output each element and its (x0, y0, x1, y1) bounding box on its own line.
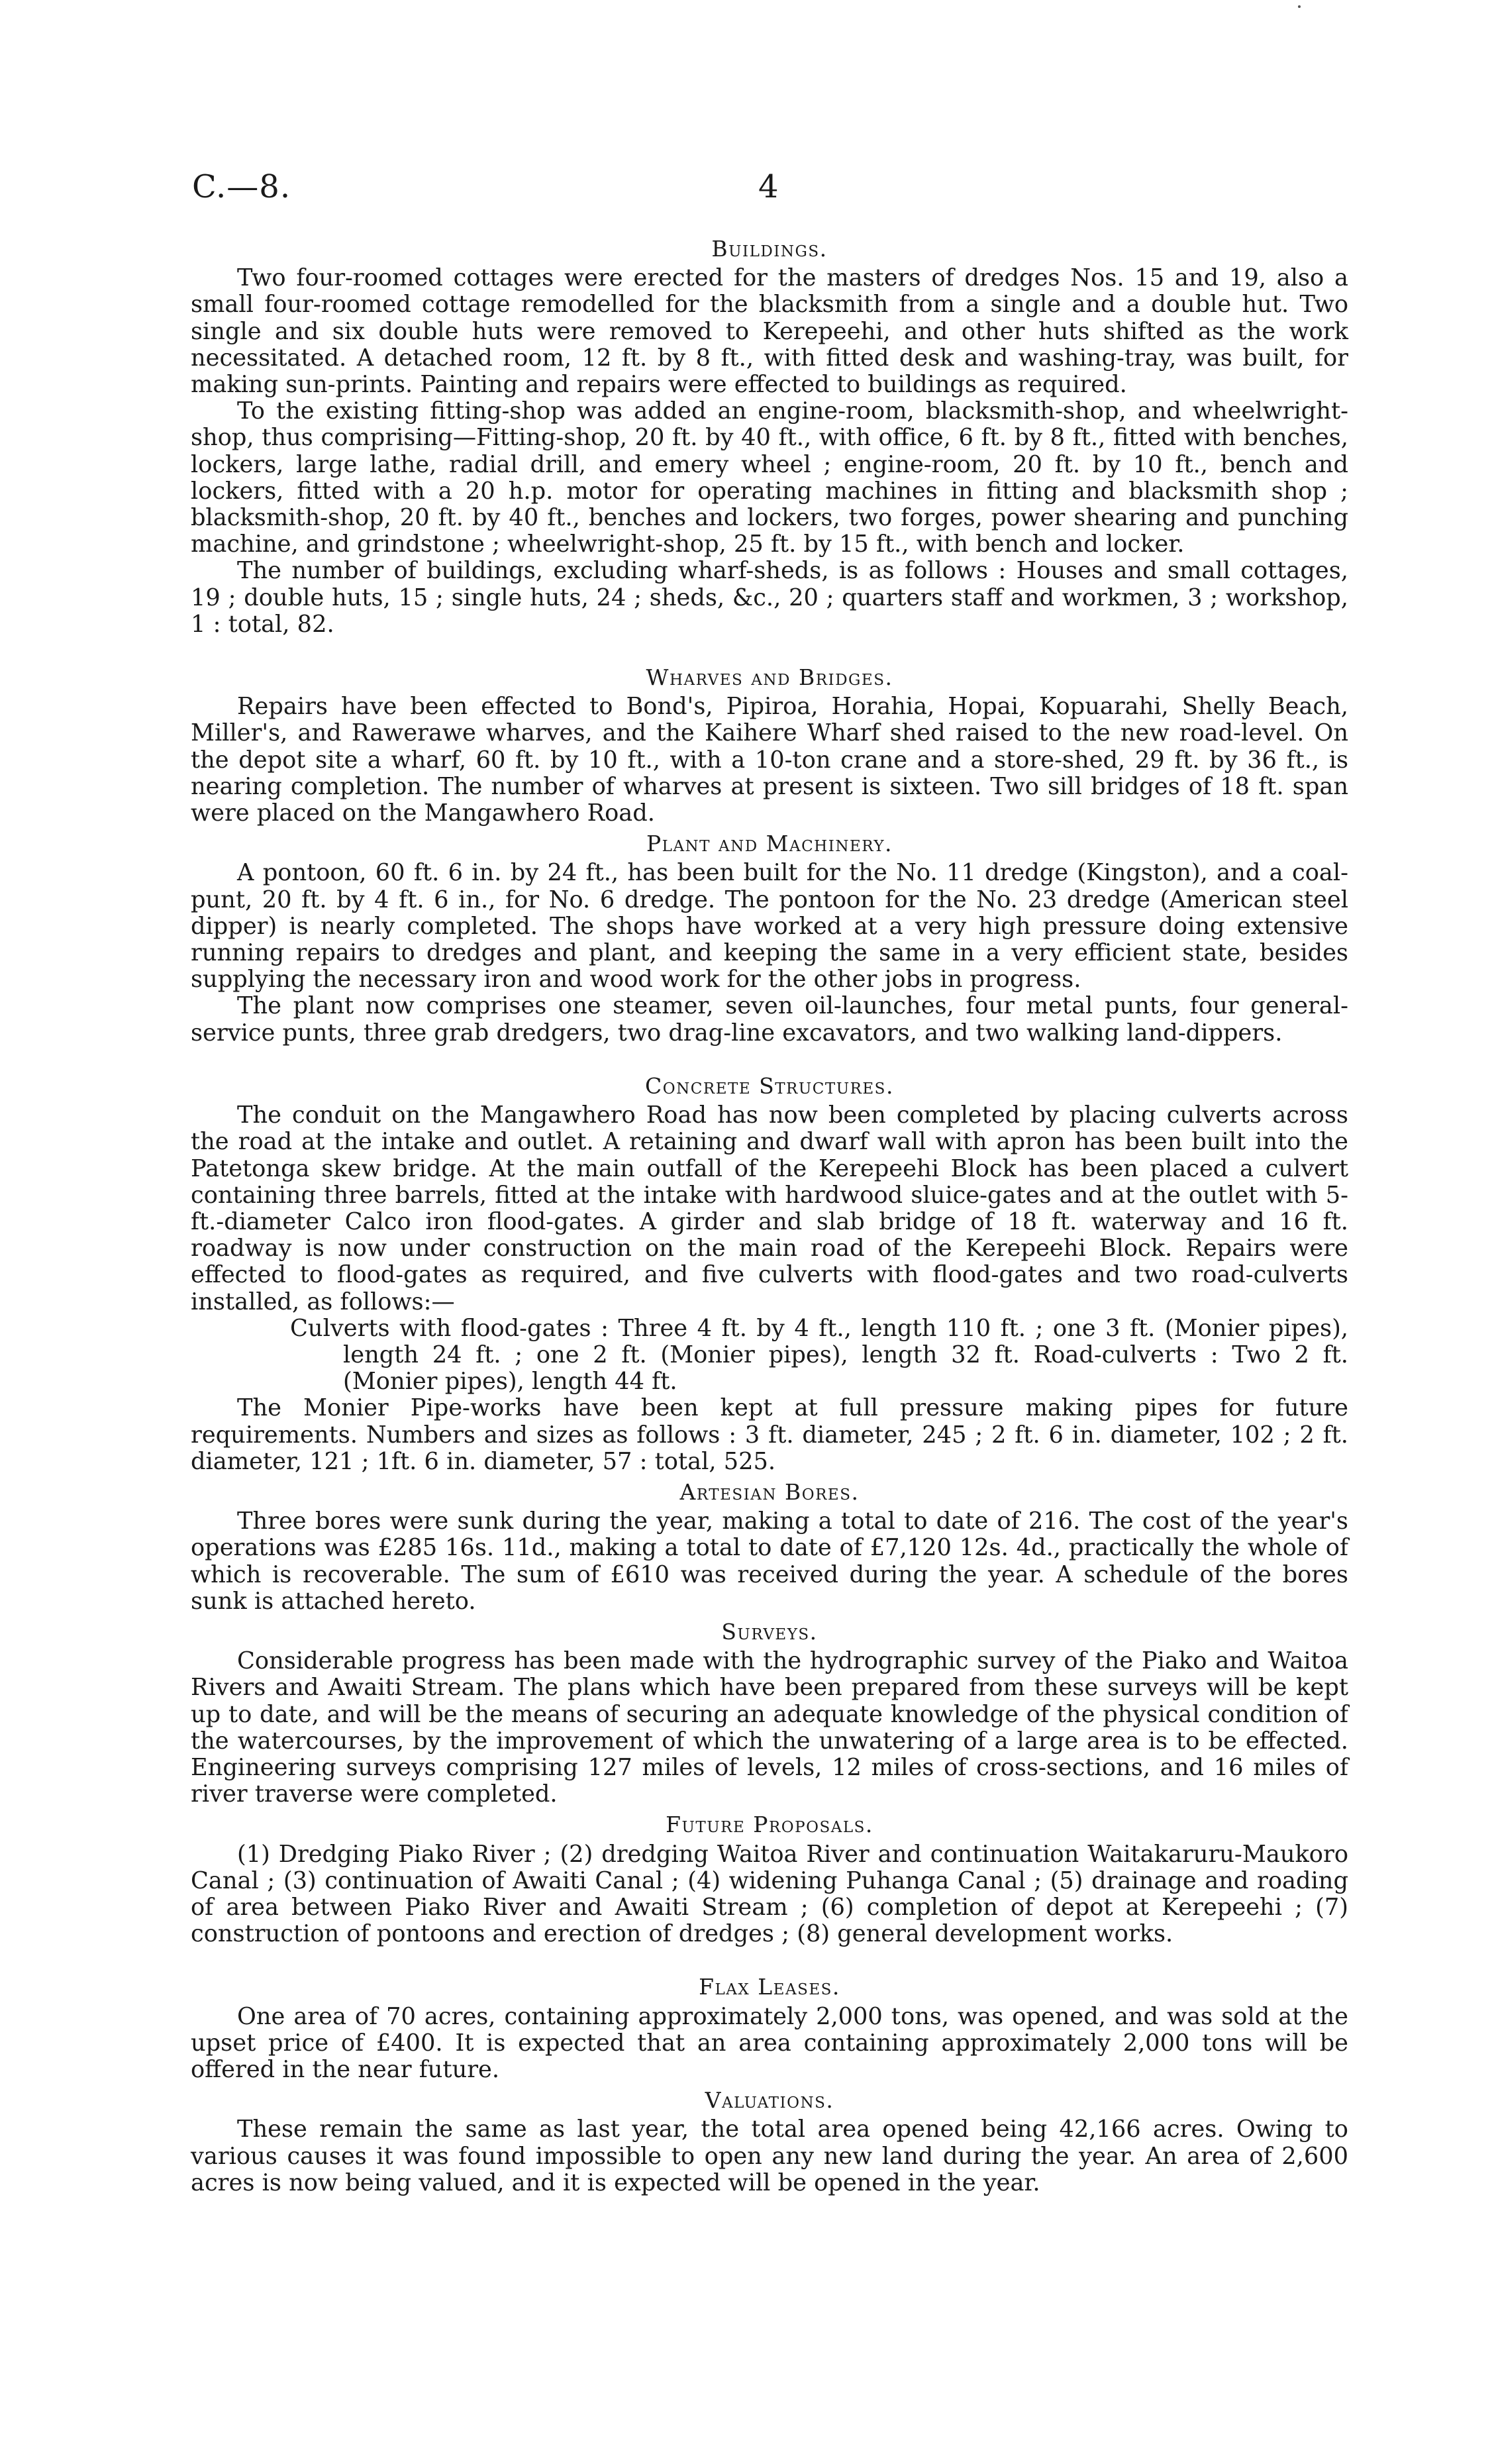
section-buildings (191, 236, 1348, 638)
section-future-proposals (191, 1812, 1348, 1947)
section-heading: Artesian Bores. (679, 1478, 860, 1505)
section-artesian-bores (191, 1479, 1348, 1615)
section-plant-and-machinery (191, 831, 1348, 1047)
page-header (192, 168, 1351, 215)
section-heading: Future Proposals. (666, 1812, 873, 1838)
paragraph: Two four-roomed cottages were erected for the masters of dredges Nos. 15 and 19, also a small four-roomed cottage remodelled for the blacksmith from a single and a double hut. Two single and six double huts were removed to Kerepeehi, and other huts shifted as the work necessitated. A detached room, 12 ft. by 8 ft., with fitted desk and washing-tray, was built, for making sun-prints. Painting and repairs were effected to buildings as required. (191, 264, 1348, 399)
paragraph: A pontoon, 60 ft. 6 in. by 24 ft., has been built for the No. 11 dredge (Kingston), and a coal-punt, 20 ft. by 4 ft. 6 in., for No. 6 dredge. The pontoon for the No. 23 dredge (American steel dipper) is nearly completed. The shops have worked at a very high pressure doing extensive running repairs to dredges and plant, and keeping the same in a very efficient state, besides supplying the necessary iron and wood work for the other jobs in progress. (191, 859, 1348, 994)
paragraph: One area of 70 acres, containing approximately 2,000 tons, was opened, and was sold at the upset price of £400. It is expected that an area containing approximately 2,000 tons will be offered in the near future. (191, 2002, 1348, 2083)
section-heading: Wharves and Bridges. (646, 664, 893, 691)
section-surveys (191, 1619, 1348, 1808)
paragraph: (1) Dredging Piako River ; (2) dredging Waitoa River and continuation Waitakaruru-Maukoro Canal ; (3) continuation of Awaiti Canal ; (4) widening Puhanga Canal ; (5) drainage and roading of area between Piako River and Awaiti Stream ; (6) completion of depot at Kerepeehi ; (7) construction of pontoons and erection of dredges ; (8) general development works. (191, 1840, 1348, 1948)
culvert-list: Culverts with flood-gates : Three 4 ft. by 4 ft., length 110 ft. ; one 3 ft. (Monier pipes), length 24 ft. ; one 2 ft. (Monier pipes), length 32 ft. Road-culverts : Two 2 ft. (Monier pipes), length 44 ft. (290, 1314, 1348, 1396)
paragraph: To the existing fitting-shop was added an engine-room, blacksmith-shop, and wheelwright-shop, thus comprising—Fitting-shop, 20 ft. by 40 ft., with office, 6 ft. by 8 ft., fitted with benches, lockers, large lathe, radial drill, and emery wheel ; engine-room, 20 ft. by 10 ft., bench and lockers, fitted with a 20 h.p. motor for operating machines in fitting and blacksmith shop ; blacksmith-shop, 20 ft. by 40 ft., benches and lockers, two forges, power shearing and punching machine, and grindstone ; wheelwright-shop, 25 ft. by 15 ft., with bench and locker. (191, 397, 1348, 558)
section-concrete-structures (191, 1073, 1348, 1475)
section-heading: Buildings. (711, 236, 828, 262)
paragraph: These remain the same as last year, the total area opened being 42,166 acres. Owing to various causes it was found impossible to open any new land during the year. An area of 2,600 acres is now being valued, and it is expected will be opened in the year. (191, 2116, 1348, 2196)
document-body (191, 232, 1348, 2196)
scan-speck (1298, 5, 1301, 8)
section-valuations (191, 2087, 1348, 2196)
paragraph: The conduit on the Mangawhero Road has now been completed by placing culverts across the road at the intake and outlet. A retaining and dwarf wall with apron has been built into the Patetonga skew bridge. At the main outfall of the Kerepeehi Block has been placed a culvert containing three barrels, fitted at the intake with hardwood sluice-gates and at the outlet with 5-ft.-diameter Calco iron flood-gates. A girder and slab bridge of 18 ft. waterway and 16 ft. roadway is now under construction on the main road of the Kerepeehi Block. Repairs were effected to flood-gates as required, and five culverts with flood-gates and two road-culverts installed, as follows:— (191, 1102, 1348, 1315)
paragraph: Considerable progress has been made with the hydrographic survey of the Piako and Waitoa Rivers and Awaiti Stream. The plans which have been prepared from these surveys will be kept up to date, and will be the means of securing an adequate knowledge of the physical condition of the watercourses, by the improvement of which the unwatering of a large area is to be effected. Engineering surveys comprising 127 miles of levels, 12 miles of cross-sections, and 16 miles of river traverse were completed. (191, 1647, 1348, 1808)
section-heading: Plant and Machinery. (646, 831, 893, 857)
page-number: 4 (758, 168, 779, 205)
section-heading: Surveys. (721, 1618, 818, 1645)
section-heading: Concrete Structures. (645, 1072, 894, 1099)
section-heading: Flax Leases. (699, 1974, 840, 2000)
paragraph: Repairs have been effected to Bond's, Pipiroa, Horahia, Hopai, Kopuarahi, Shelly Beach, Miller's, and Rawerawe wharves, and the Kaihere Wharf shed raised to the new road-level. On the depot site a wharf, 60 ft. by 10 ft., with a 10-ton crane and a store-shed, 29 ft. by 36 ft., is nearing completion. The number of wharves at present is sixteen. Two sill bridges of 18 ft. span were placed on the Mangawhero Road. (191, 693, 1348, 827)
section-flax-leases (191, 1974, 1348, 2083)
paragraph: The Monier Pipe-works have been kept at full pressure making pipes for future requirements. Numbers and sizes as follows : 3 ft. diameter, 245 ; 2 ft. 6 in. diameter, 102 ; 2 ft. diameter, 121 ; 1ft. 6 in. diameter, 57 : total, 525. (191, 1394, 1348, 1475)
paragraph: Three bores were sunk during the year, making a total to date of 216. The cost of the year's operations was £285 16s. 11d., making a total to date of £7,120 12s. 4d., practically the whole of which is recoverable. The sum of £610 was received during the year. A schedule of the bores sunk is attached hereto. (191, 1508, 1348, 1615)
section-heading: Valuations. (705, 2087, 834, 2114)
section-wharves-and-bridges (191, 664, 1348, 827)
paragraph: The plant now comprises one steamer, seven oil-launches, four metal punts, four general-service punts, three grab dredgers, two drag-line excavators, and two walking land-dippers. (191, 992, 1348, 1047)
document-reference: C.—8. (192, 168, 291, 205)
paragraph: The number of buildings, excluding wharf-sheds, is as follows : Houses and small cottages, 19 ; double huts, 15 ; single huts, 24 ; sheds, &c., 20 ; quarters staff and workmen, 3 ; workshop, 1 : total, 82. (191, 557, 1348, 638)
